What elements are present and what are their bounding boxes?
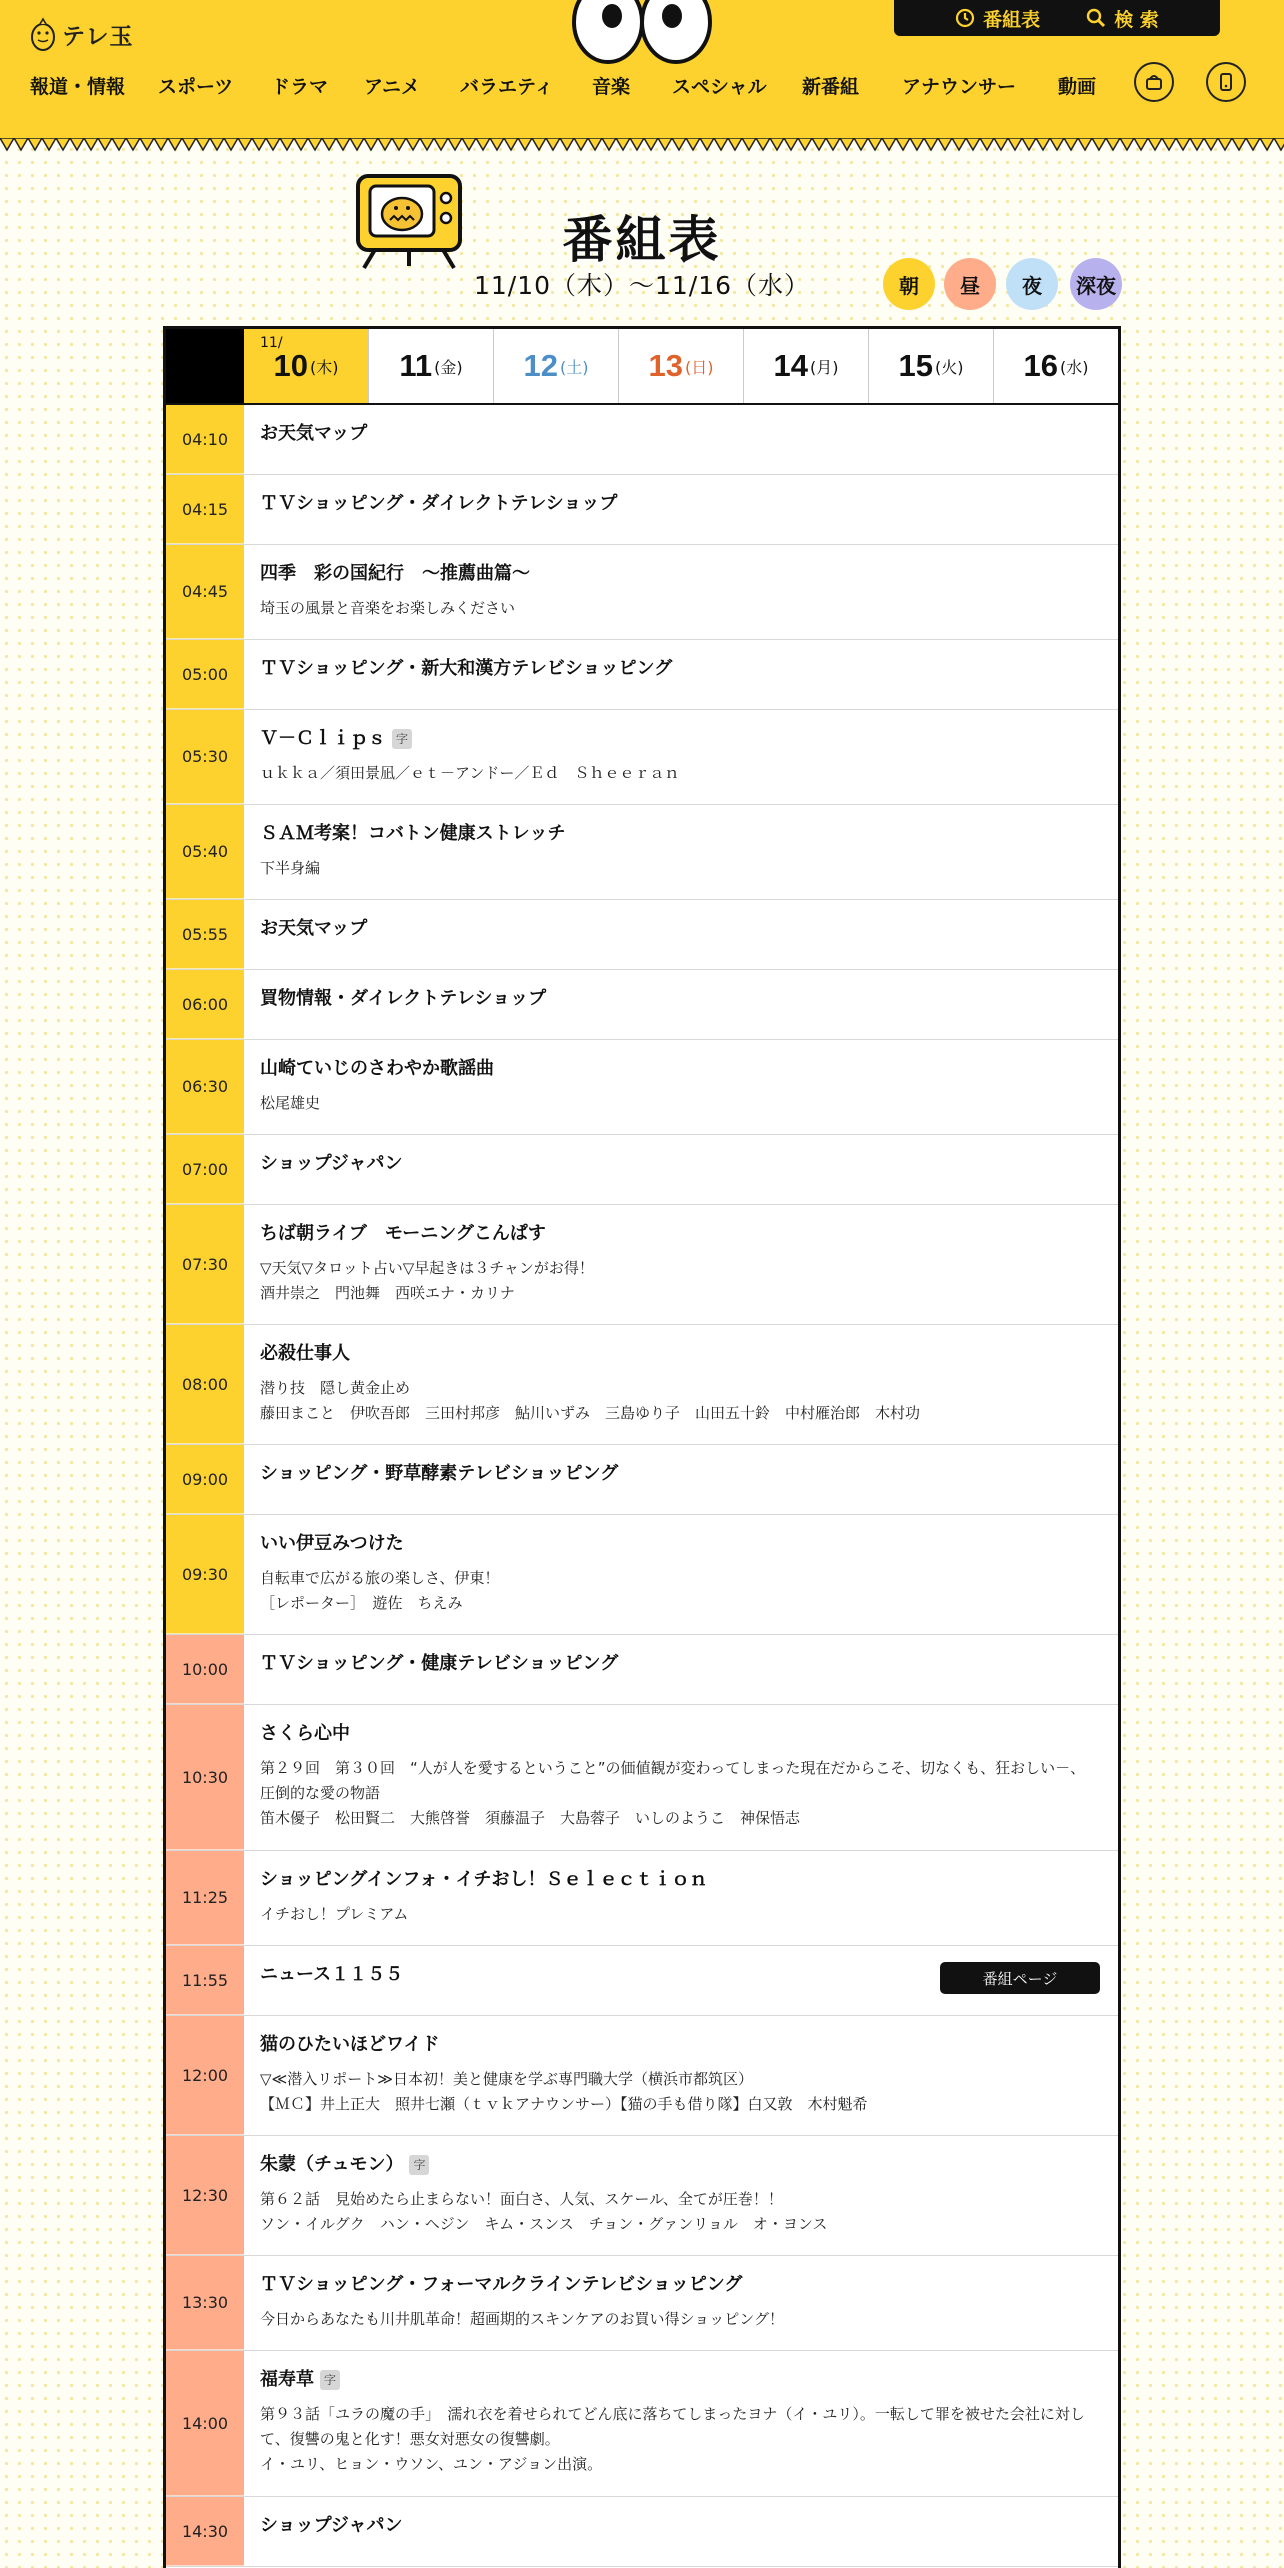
nav-icon-group: [1134, 62, 1246, 102]
day-tabs-corner: [166, 329, 244, 403]
program-time: 05:40: [166, 805, 244, 899]
program-description-line: 潜り技 隠し黄金止め: [260, 1379, 411, 1397]
nav-item-variety[interactable]: バラエティ: [460, 76, 554, 98]
day-number: 12: [523, 348, 558, 383]
morning-label: 朝: [899, 273, 919, 298]
program-description-line: イチおし！プレミアム: [260, 1905, 409, 1923]
day-weekday: (水): [1059, 357, 1089, 377]
program-row: [166, 405, 1118, 475]
program-cell[interactable]: [244, 900, 1118, 969]
program-title: ショッピング・野草酵素テレビショッピング: [260, 1463, 619, 1484]
program-cell[interactable]: [244, 1205, 1118, 1324]
program-row: [166, 970, 1118, 1040]
program-row: [166, 545, 1118, 640]
program-cell[interactable]: [244, 2016, 1118, 2135]
program-time: 07:00: [166, 1135, 244, 1204]
site-header: [0, 0, 1284, 140]
nav-item-announcer[interactable]: アナウンサー: [902, 76, 1017, 98]
program-cell[interactable]: [244, 1040, 1118, 1134]
day-number: 14: [773, 348, 808, 383]
program-time: 09:00: [166, 1445, 244, 1514]
day-tab-10[interactable]: [244, 329, 368, 403]
program-title-row: [260, 822, 1100, 846]
program-time: 14:30: [166, 2497, 244, 2566]
program-time: 08:00: [166, 1325, 244, 1444]
program-time: 10:30: [166, 1705, 244, 1850]
program-description: [260, 2402, 1100, 2477]
day-tab-16[interactable]: [993, 329, 1118, 403]
program-time: 12:30: [166, 2136, 244, 2255]
program-cell[interactable]: [244, 1325, 1118, 1444]
program-cell[interactable]: [244, 475, 1118, 544]
day-month-label: 11/: [260, 335, 283, 351]
program-title-row: [260, 1342, 1100, 1366]
program-time: 12:00: [166, 2016, 244, 2135]
program-cell[interactable]: [244, 1515, 1118, 1634]
program-row: [166, 2351, 1118, 2497]
program-time: 09:30: [166, 1515, 244, 1634]
mascot-eyes-icon: [568, 0, 716, 66]
program-title: さくら心中: [260, 1723, 350, 1744]
program-description: [260, 1566, 1100, 1616]
day-weekday: (金): [434, 357, 463, 377]
program-time: 04:45: [166, 545, 244, 639]
program-description-line: 第９３話「ユラの魔の手」 濡れ衣を着せられてどん底に落ちてしまったヨナ（イ・ユリ）。一転して罪を被せた会社に対して、復讐の鬼と化す！悪女対悪女の復讐劇。: [260, 2405, 1085, 2448]
program-row: [166, 1851, 1118, 1946]
page-title: 番組表: [562, 211, 722, 269]
daytime-label: 昼: [960, 273, 980, 298]
program-title: ＴＶショッピング・新大和漢方テレビショッピング: [260, 658, 673, 679]
program-description-line: 今日からあなたも川井肌革命！超画期的スキンケアのお買い得ショッピング！: [260, 2310, 784, 2328]
program-title: ＳＡＭ考案！コバトン健康ストレッチ: [260, 823, 566, 844]
program-title-row: [260, 562, 1100, 586]
program-cell[interactable]: [244, 970, 1118, 1039]
program-description-line: 松尾雄史: [260, 1094, 321, 1112]
program-title-row: [260, 2514, 1100, 2538]
program-description-line: 第６２話 見始めたら止まらない！面白さ、人気、スケール、全てが圧巻！！: [260, 2190, 783, 2208]
subtitles-badge-icon: 字: [409, 2155, 429, 2175]
program-title-row: [260, 1532, 1100, 1556]
nav-item-drama[interactable]: ドラマ: [271, 76, 329, 98]
program-description-line: ソン・イルグク ハン・ヘジン キム・スンス チョン・グァンリョル オ・ヨンス: [260, 2215, 828, 2233]
program-title: ちば朝ライブ モーニングこんぱす: [260, 1223, 546, 1244]
search-button[interactable]: [1086, 5, 1159, 32]
site-logo[interactable]: [30, 16, 134, 52]
teletama-pass-icon[interactable]: [1206, 62, 1246, 102]
program-title-row: [260, 2153, 1100, 2177]
program-description-line: 第２９回 第３０回 “人が人を愛するということ”の価値観が変わってしまった現在だからこそ、切なくも、狂おしい－、圧倒的な愛の物語: [260, 1759, 1086, 1802]
day-number: 10: [273, 348, 308, 383]
program-description: [260, 1902, 1100, 1927]
program-title: 必殺仕事人: [260, 1343, 350, 1364]
day-tab-13[interactable]: [618, 329, 743, 403]
day-weekday: (木): [309, 357, 339, 377]
program-description-line: 藤田まこと 伊吹吾郎 三田村邦彦 鮎川いずみ 三島ゆり子 山田五十鈴 中村雁治郎 木村功: [260, 1404, 921, 1422]
subtitles-badge-icon: 字: [392, 729, 412, 749]
program-description: [260, 1091, 1100, 1116]
program-title: ニュース１１５５: [260, 1964, 404, 1985]
program-row: [166, 710, 1118, 805]
program-title-row: [260, 657, 1100, 681]
program-description: [260, 2067, 1100, 2117]
day-weekday: (月): [809, 357, 839, 377]
header-zigzag-edge: [0, 138, 1284, 152]
program-description-line: ▽天気▽タロット占い▽早起きは３チャンがお得！: [260, 1259, 594, 1277]
logo-text: テレ玉: [62, 23, 134, 50]
program-cell[interactable]: [244, 2351, 1118, 2496]
program-description: [260, 2187, 1100, 2237]
program-title: お天気マップ: [260, 918, 368, 939]
top-button-bar: [894, 0, 1220, 36]
evening-label: 夜: [1022, 273, 1042, 298]
nav-item-anime[interactable]: アニメ: [364, 76, 421, 98]
schedule-button[interactable]: [955, 5, 1040, 32]
program-title-row: [260, 492, 1100, 516]
clock-icon: [955, 8, 975, 28]
program-title-row: [260, 422, 1100, 446]
program-page-button[interactable]: 番組ページ: [940, 1962, 1100, 1994]
program-time: 11:25: [166, 1851, 244, 1945]
program-row: [166, 1705, 1118, 1851]
day-weekday: (土): [559, 357, 589, 377]
day-number: 16: [1023, 348, 1058, 383]
program-title-row: [260, 1152, 1100, 1176]
program-time: 05:00: [166, 640, 244, 709]
program-description: [260, 2307, 1100, 2332]
day-number: 11: [399, 348, 433, 383]
morning-filter-button[interactable]: [883, 258, 935, 310]
day-weekday: (火): [934, 357, 964, 377]
program-title-row: [260, 2368, 1100, 2392]
program-title-row: [260, 1652, 1100, 1676]
late-night-filter-button[interactable]: [1070, 258, 1122, 310]
evening-filter-button[interactable]: [1006, 258, 1058, 310]
program-title-row: [260, 1462, 1100, 1486]
day-tab-14[interactable]: [743, 329, 868, 403]
nav-item-special[interactable]: スペシャル: [672, 76, 767, 98]
program-description-line: ｕｋｋａ／須田景凪／ｅｔ－アンドー／Ｅｄ Ｓｈｅｅｒａｎ: [260, 764, 680, 782]
program-title: 買物情報・ダイレクトテレショップ: [260, 988, 547, 1009]
program-description-line: ［レポーター］ 遊佐 ちえみ: [260, 1594, 463, 1612]
day-tab-12[interactable]: [493, 329, 618, 403]
date-range: 11/10（木）〜11/16（水）: [473, 271, 811, 300]
nav-item-video[interactable]: 動画: [1058, 76, 1097, 98]
program-description-line: ▽≪潜入リポート≫日本初！美と健康を学ぶ専門職大学（横浜市都筑区）: [260, 2070, 753, 2088]
program-title-row: [260, 917, 1100, 941]
program-description: [260, 1256, 1100, 1306]
program-description-line: 笛木優子 松田賢二 大熊啓誉 須藤温子 大島蓉子 いしのようこ 神保悟志: [260, 1809, 801, 1827]
program-time: 04:10: [166, 405, 244, 474]
schedule-button-label: 番組表: [983, 8, 1041, 31]
program-title: ＴＶショッピング・フォーマルクラインテレビショッピング: [260, 2274, 743, 2295]
program-description-line: イ・ユリ、ヒョン・ウソン、ユン・アジョン出演。: [260, 2455, 603, 2473]
program-title: ショップジャパン: [260, 1153, 403, 1174]
program-list: [166, 405, 1118, 2567]
program-row: [166, 1040, 1118, 1135]
program-row: [166, 475, 1118, 545]
program-cell[interactable]: [244, 640, 1118, 709]
program-title-row: [260, 2033, 1100, 2057]
program-cell[interactable]: [244, 2136, 1118, 2255]
program-description-line: 下半身編: [260, 859, 321, 877]
schedule-table: [163, 326, 1121, 2568]
program-cell[interactable]: [244, 405, 1118, 474]
program-time: 05:55: [166, 900, 244, 969]
program-cell[interactable]: [244, 2497, 1118, 2566]
program-row: [166, 900, 1118, 970]
program-time: 04:15: [166, 475, 244, 544]
program-time: 13:30: [166, 2256, 244, 2350]
program-cell[interactable]: [244, 805, 1118, 899]
program-row: [166, 1515, 1118, 1635]
program-cell[interactable]: [244, 545, 1118, 639]
program-description-line: 酒井崇之 門池舞 西咲エナ・カリナ: [260, 1284, 515, 1302]
chick-logo-icon: [30, 16, 56, 52]
late-night-label: 深夜: [1076, 273, 1116, 298]
nav-item-sports[interactable]: スポーツ: [158, 76, 234, 98]
program-title: ＴＶショッピング・健康テレビショッピング: [260, 1653, 619, 1674]
program-description-line: 【ＭＣ】井上正大 照井七瀬（ｔｖｋアナウンサー）【猫の手も借り隊】白又敦 木村魁希: [260, 2095, 868, 2113]
program-title: 四季 彩の国紀行 ～推薦曲篇～: [260, 563, 530, 584]
nav-item-new-programs[interactable]: 新番組: [802, 76, 860, 98]
program-title: 福寿草: [260, 2369, 314, 2390]
program-description: [260, 1376, 1100, 1426]
program-time: 06:00: [166, 970, 244, 1039]
program-row: [166, 640, 1118, 710]
program-time: 11:55: [166, 1946, 244, 2015]
subtitles-badge-icon: 字: [320, 2370, 340, 2390]
daytime-filter-button[interactable]: [944, 258, 996, 310]
program-cell[interactable]: [244, 1445, 1118, 1514]
program-title: 猫のひたいほどワイド: [260, 2034, 440, 2055]
program-row: [166, 2016, 1118, 2136]
program-time: 07:30: [166, 1205, 244, 1324]
program-row: [166, 1205, 1118, 1325]
program-description: [260, 1756, 1100, 1831]
program-cell[interactable]: [244, 2256, 1118, 2350]
program-cell[interactable]: [244, 710, 1118, 804]
program-cell[interactable]: [244, 1946, 1118, 2015]
program-cell[interactable]: [244, 1135, 1118, 1204]
program-title: ショッピングインフォ・イチおし！Ｓｅｌｅｃｔｉｏｎ: [260, 1869, 708, 1890]
program-title: 朱蒙（チュモン）: [260, 2154, 404, 2175]
program-title-row: [260, 1868, 1100, 1892]
day-tab-15[interactable]: [868, 329, 993, 403]
day-tab-11[interactable]: [368, 329, 493, 403]
program-time: 05:30: [166, 710, 244, 804]
program-title-row: [260, 727, 1100, 751]
program-time: 06:30: [166, 1040, 244, 1134]
program-row: [166, 805, 1118, 900]
program-title-row: [260, 2273, 1100, 2297]
program-title-row: [260, 987, 1100, 1011]
program-title: Ｖ－Ｃｌｉｐｓ: [260, 728, 386, 749]
search-button-label: 検 索: [1114, 8, 1159, 31]
search-icon: [1086, 8, 1106, 28]
day-number: 13: [648, 348, 683, 383]
program-row: [166, 1635, 1118, 1705]
program-description: [260, 761, 1100, 786]
program-title: 山崎ていじのさわやか歌謡曲: [260, 1058, 494, 1079]
program-row: [166, 1445, 1118, 1515]
program-row: [166, 1946, 1118, 2016]
nav-item-music[interactable]: 音楽: [592, 76, 631, 98]
program-title: ＴＶショッピング・ダイレクトテレショップ: [260, 493, 618, 514]
program-title-row: [260, 1222, 1100, 1246]
program-description-line: 自転車で広がる旅の楽しさ、伊東！: [260, 1569, 500, 1587]
program-row: [166, 2497, 1118, 2567]
program-title: お天気マップ: [260, 423, 368, 444]
program-title: ショップジャパン: [260, 2515, 403, 2536]
program-title-row: [260, 1057, 1100, 1081]
main-nav: [30, 72, 1108, 99]
program-description: [260, 596, 1100, 621]
program-title: いい伊豆みつけた: [260, 1533, 404, 1554]
tv-mascot-icon: [354, 168, 464, 270]
day-tabs: [166, 329, 1118, 405]
program-row: [166, 2136, 1118, 2256]
program-time: 14:00: [166, 2351, 244, 2496]
program-row: [166, 2256, 1118, 2351]
program-description-line: 埼玉の風景と音楽をお楽しみください: [260, 599, 516, 617]
program-title-row: [260, 1722, 1100, 1746]
program-cell[interactable]: [244, 1851, 1118, 1945]
program-time: 10:00: [166, 1635, 244, 1704]
nav-item-news[interactable]: 報道・情報: [30, 76, 126, 98]
teletama-shop-icon[interactable]: [1134, 62, 1174, 102]
day-weekday: (日): [684, 357, 714, 377]
program-row: [166, 1135, 1118, 1205]
program-row: [166, 1325, 1118, 1445]
program-cell[interactable]: [244, 1705, 1118, 1850]
program-description: [260, 856, 1100, 881]
day-number: 15: [898, 348, 933, 383]
program-cell[interactable]: [244, 1635, 1118, 1704]
